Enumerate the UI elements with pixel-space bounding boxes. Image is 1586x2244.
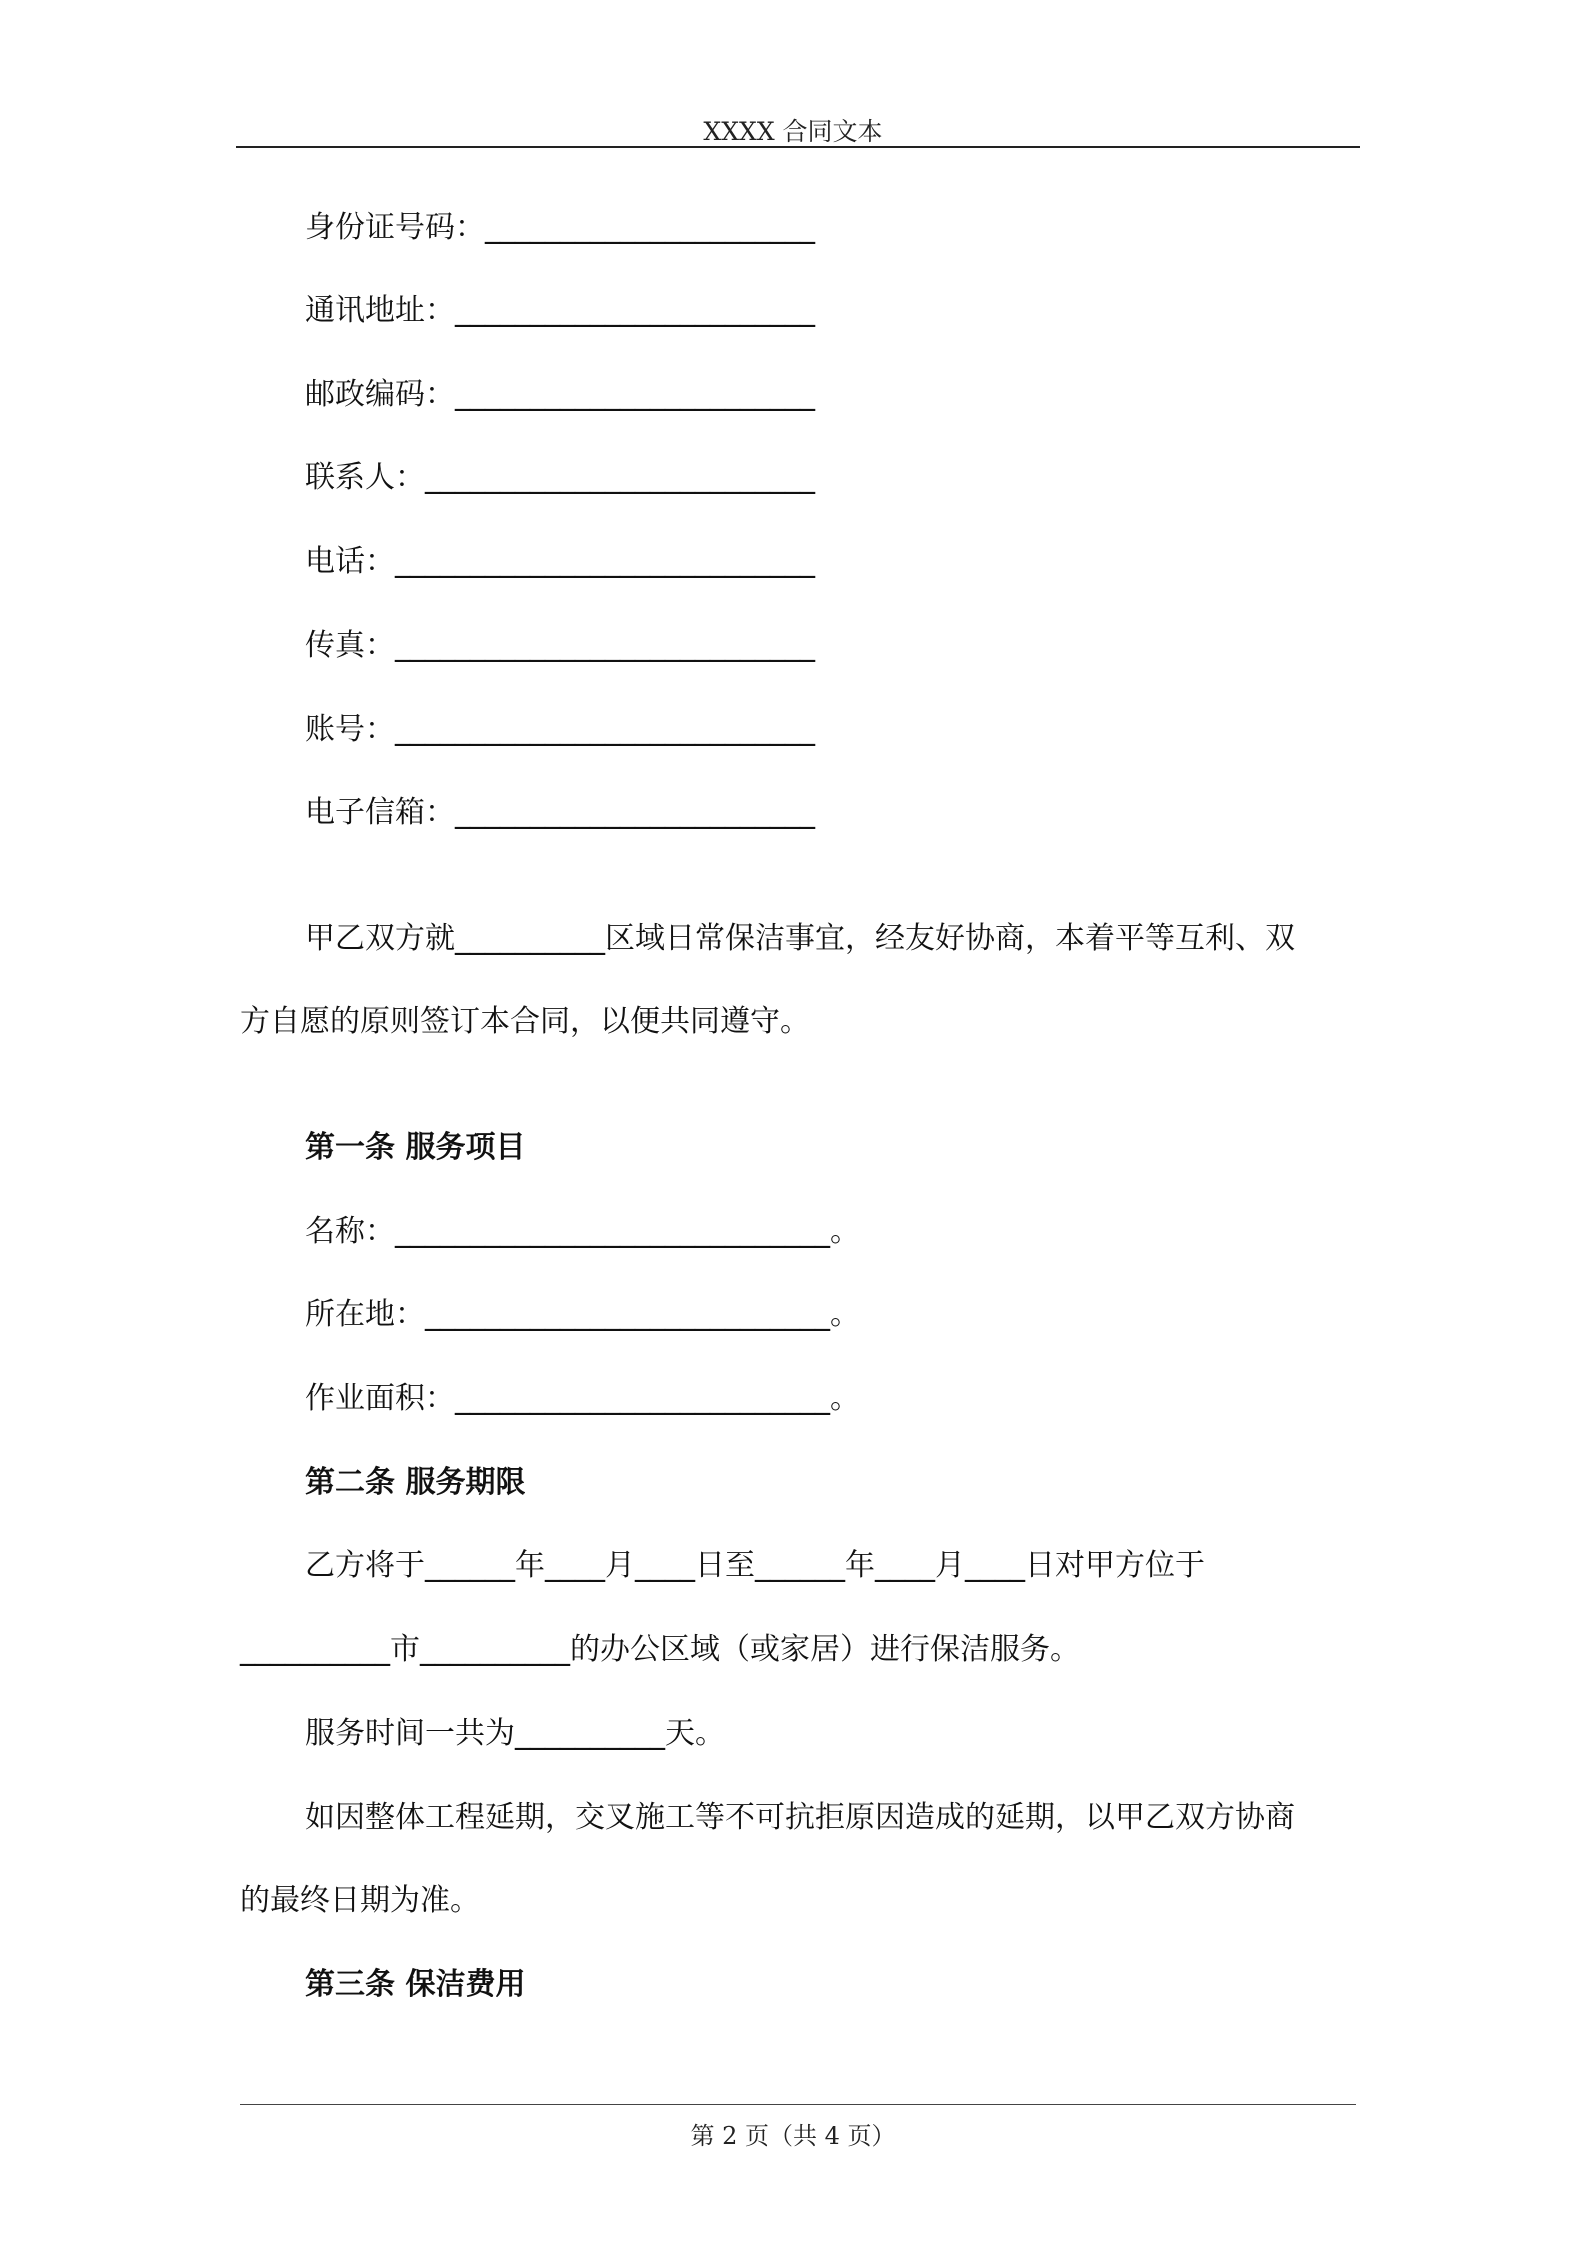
field-fax: 传真：____________________________ <box>305 628 815 663</box>
article2-p1-line2: __________市__________的办公区域（或家居）进行保洁服务。 <box>240 1632 1080 1667</box>
article2-p2: 服务时间一共为__________天。 <box>305 1716 725 1751</box>
field-address: 通讯地址：________________________ <box>305 293 815 328</box>
intro-line-2: 方自愿的原则签订本合同，以便共同遵守。 <box>240 1004 810 1039</box>
article1-item-area: 作业面积：_________________________。 <box>305 1381 860 1416</box>
intro-line-1: 甲乙双方就__________区域日常保洁事宜，经友好协商，本着平等互利、双 <box>305 921 1295 956</box>
field-email: 电子信箱：________________________ <box>305 795 815 830</box>
article1-heading: 第一条 服务项目 <box>305 1130 526 1165</box>
footer-rule <box>240 2104 1356 2105</box>
article3-heading: 第三条 保洁费用 <box>305 1967 526 2002</box>
field-account: 账号：____________________________ <box>305 712 815 747</box>
field-phone: 电话：____________________________ <box>305 544 815 579</box>
article1-item-name: 名称：_____________________________。 <box>305 1214 860 1249</box>
article2-heading: 第二条 服务期限 <box>305 1465 526 1500</box>
field-postal-code: 邮政编码：________________________ <box>305 377 815 412</box>
field-contact: 联系人：__________________________ <box>305 460 815 495</box>
article2-p3-line1: 如因整体工程延期，交叉施工等不可抗拒原因造成的延期，以甲乙双方协商 <box>305 1800 1295 1835</box>
page-header-title: XXXX 合同文本 <box>703 117 883 146</box>
article2-p1-line1: 乙方将于______年____月____日至______年____月____日对甲方位于 <box>305 1548 1205 1583</box>
header-rule <box>236 146 1360 148</box>
article2-p3-line2: 的最终日期为准。 <box>240 1883 480 1918</box>
article1-item-location: 所在地：___________________________。 <box>305 1297 860 1332</box>
field-id-number: 身份证号码：______________________ <box>305 210 815 245</box>
page-number: 第 2 页（共 4 页） <box>690 2122 896 2150</box>
